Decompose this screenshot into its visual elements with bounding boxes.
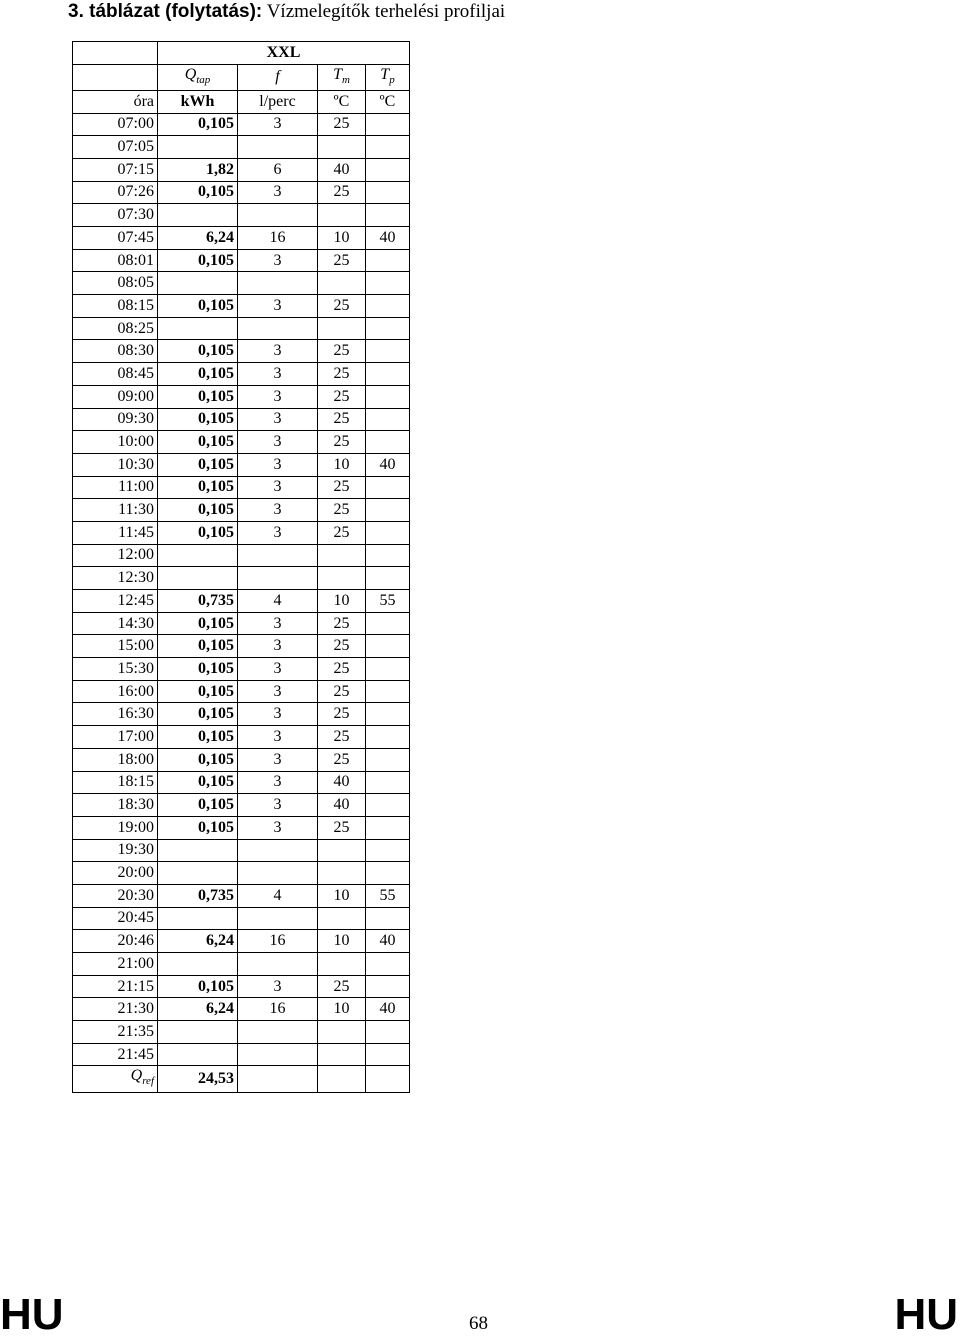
cell-t-p [366, 136, 410, 159]
cell-flow [238, 839, 318, 862]
cell-time: 11:45 [73, 521, 158, 544]
cell-time: 14:30 [73, 612, 158, 635]
cell-flow: 3 [238, 476, 318, 499]
table-row [73, 340, 410, 363]
cell-q-tap [158, 567, 238, 590]
cell-t-p [366, 680, 410, 703]
table-row [73, 204, 410, 227]
cell-t-p [366, 703, 410, 726]
cell-q-tap: 0,105 [158, 385, 238, 408]
cell-q-tap [158, 204, 238, 227]
table-row [73, 476, 410, 499]
cell-q-tap [158, 839, 238, 862]
cell-flow [238, 317, 318, 340]
cell-t-p [366, 612, 410, 635]
cell-time: 12:30 [73, 567, 158, 590]
cell-flow: 3 [238, 726, 318, 749]
cell-t-m: 25 [318, 385, 366, 408]
cell-time: 07:00 [73, 113, 158, 136]
total-value: 24,53 [158, 1066, 238, 1092]
table-row [73, 680, 410, 703]
cell-t-m: 25 [318, 658, 366, 681]
cell-flow: 3 [238, 680, 318, 703]
cell-time: 17:00 [73, 726, 158, 749]
cell-flow: 4 [238, 590, 318, 613]
symbol-empty-cell [73, 64, 158, 90]
cell-q-tap: 0,105 [158, 181, 238, 204]
cell-time: 08:45 [73, 363, 158, 386]
cell-t-p [366, 567, 410, 590]
unit-f: l/perc [238, 90, 318, 113]
cell-flow [238, 907, 318, 930]
cell-t-m: 40 [318, 794, 366, 817]
total-empty-cell [318, 1066, 366, 1092]
total-empty-cell [366, 1066, 410, 1092]
unit-header-row [73, 90, 410, 113]
group-header-row [73, 42, 410, 65]
cell-flow: 3 [238, 635, 318, 658]
cell-t-m: 25 [318, 748, 366, 771]
cell-q-tap: 6,24 [158, 930, 238, 953]
cell-flow: 3 [238, 499, 318, 522]
cell-t-p [366, 521, 410, 544]
symbol-f: f [238, 64, 318, 90]
cell-t-p [366, 158, 410, 181]
symbol-t-p: $T_p$ [366, 64, 410, 90]
total-empty-cell [238, 1066, 318, 1092]
cell-t-p [366, 295, 410, 318]
table-row [73, 113, 410, 136]
table-row [73, 249, 410, 272]
cell-t-p [366, 1043, 410, 1066]
cell-t-p [366, 748, 410, 771]
cell-t-m [318, 839, 366, 862]
cell-time: 18:00 [73, 748, 158, 771]
cell-q-tap: 0,105 [158, 635, 238, 658]
table-row [73, 408, 410, 431]
cell-time: 18:15 [73, 771, 158, 794]
cell-t-m: 10 [318, 998, 366, 1021]
cell-t-m [318, 907, 366, 930]
header-empty-cell [73, 42, 158, 65]
cell-flow: 3 [238, 249, 318, 272]
cell-t-p [366, 113, 410, 136]
table-row [73, 272, 410, 295]
cell-t-p [366, 726, 410, 749]
cell-flow: 3 [238, 748, 318, 771]
cell-q-tap [158, 544, 238, 567]
cell-t-m: 25 [318, 295, 366, 318]
cell-t-m [318, 953, 366, 976]
cell-time: 08:30 [73, 340, 158, 363]
cell-flow [238, 862, 318, 885]
table-row [73, 499, 410, 522]
cell-t-p [366, 431, 410, 454]
cell-t-p [366, 204, 410, 227]
table-row [73, 136, 410, 159]
cell-t-m [318, 567, 366, 590]
cell-t-m: 10 [318, 227, 366, 250]
cell-q-tap: 0,105 [158, 295, 238, 318]
table-row [73, 930, 410, 953]
cell-t-m [318, 862, 366, 885]
table-row [73, 431, 410, 454]
cell-flow: 16 [238, 227, 318, 250]
cell-t-m [318, 272, 366, 295]
cell-q-tap: 0,105 [158, 453, 238, 476]
cell-t-m: 25 [318, 363, 366, 386]
cell-flow: 3 [238, 113, 318, 136]
cell-q-tap: 1,82 [158, 158, 238, 181]
cell-time: 15:30 [73, 658, 158, 681]
cell-time: 08:01 [73, 249, 158, 272]
table-row [73, 907, 410, 930]
load-profile-table [72, 41, 410, 1093]
cell-flow [238, 204, 318, 227]
cell-q-tap [158, 136, 238, 159]
cell-flow: 3 [238, 408, 318, 431]
cell-time: 09:30 [73, 408, 158, 431]
page-number: 68 [469, 1313, 488, 1334]
table-row [73, 453, 410, 476]
table-row [73, 726, 410, 749]
cell-t-p [366, 658, 410, 681]
table-row [73, 295, 410, 318]
cell-t-m: 25 [318, 816, 366, 839]
cell-t-p [366, 181, 410, 204]
cell-t-m [318, 1021, 366, 1044]
table-row [73, 590, 410, 613]
cell-time: 15:00 [73, 635, 158, 658]
group-header-xxl: XXL [158, 42, 410, 65]
cell-flow [238, 136, 318, 159]
table-row [73, 1021, 410, 1044]
cell-flow: 3 [238, 363, 318, 386]
cell-flow: 6 [238, 158, 318, 181]
cell-t-p: 40 [366, 227, 410, 250]
cell-flow: 3 [238, 794, 318, 817]
cell-flow: 3 [238, 771, 318, 794]
cell-q-tap: 0,105 [158, 521, 238, 544]
cell-t-p [366, 1021, 410, 1044]
cell-t-p [366, 816, 410, 839]
cell-time: 07:26 [73, 181, 158, 204]
cell-time: 21:30 [73, 998, 158, 1021]
cell-q-tap: 0,105 [158, 476, 238, 499]
cell-q-tap: 0,735 [158, 884, 238, 907]
total-label: $Q_{ref}$ [73, 1066, 158, 1092]
cell-t-p: 55 [366, 884, 410, 907]
table-row [73, 1043, 410, 1066]
total-row [73, 1066, 410, 1092]
cell-q-tap: 0,735 [158, 590, 238, 613]
cell-time: 19:30 [73, 839, 158, 862]
cell-t-p: 55 [366, 590, 410, 613]
table-row [73, 181, 410, 204]
table-row [73, 658, 410, 681]
table-row [73, 544, 410, 567]
cell-flow [238, 567, 318, 590]
cell-t-p [366, 862, 410, 885]
cell-flow [238, 953, 318, 976]
cell-t-p [366, 476, 410, 499]
cell-time: 16:30 [73, 703, 158, 726]
cell-t-m: 25 [318, 113, 366, 136]
cell-t-p [366, 975, 410, 998]
cell-t-p [366, 771, 410, 794]
cell-time: 08:15 [73, 295, 158, 318]
table-row [73, 884, 410, 907]
table-row [73, 385, 410, 408]
cell-time: 20:30 [73, 884, 158, 907]
cell-q-tap: 0,105 [158, 113, 238, 136]
cell-t-p [366, 272, 410, 295]
table-row [73, 612, 410, 635]
table-row [73, 703, 410, 726]
cell-t-m: 25 [318, 703, 366, 726]
cell-time: 07:05 [73, 136, 158, 159]
table-row [73, 158, 410, 181]
cell-t-m: 40 [318, 158, 366, 181]
table-row [73, 227, 410, 250]
footer-country-code-left: HU [0, 1290, 64, 1339]
cell-time: 21:15 [73, 975, 158, 998]
cell-t-m: 25 [318, 431, 366, 454]
cell-t-m: 10 [318, 590, 366, 613]
cell-t-m [318, 136, 366, 159]
cell-t-p [366, 317, 410, 340]
cell-flow: 16 [238, 998, 318, 1021]
table-row [73, 635, 410, 658]
cell-t-m: 25 [318, 521, 366, 544]
cell-time: 11:00 [73, 476, 158, 499]
table-row [73, 748, 410, 771]
cell-t-m: 40 [318, 771, 366, 794]
cell-q-tap: 0,105 [158, 771, 238, 794]
cell-t-p [366, 544, 410, 567]
cell-q-tap: 0,105 [158, 431, 238, 454]
unit-q: kWh [158, 90, 238, 113]
cell-t-m: 25 [318, 635, 366, 658]
table-row [73, 794, 410, 817]
cell-t-m [318, 544, 366, 567]
table-row [73, 567, 410, 590]
cell-t-m: 25 [318, 726, 366, 749]
cell-q-tap: 0,105 [158, 363, 238, 386]
cell-time: 09:00 [73, 385, 158, 408]
cell-flow: 3 [238, 181, 318, 204]
cell-t-m [318, 1043, 366, 1066]
table-row [73, 317, 410, 340]
cell-t-p: 40 [366, 930, 410, 953]
cell-q-tap: 0,105 [158, 748, 238, 771]
cell-q-tap [158, 272, 238, 295]
cell-q-tap: 0,105 [158, 680, 238, 703]
cell-time: 20:46 [73, 930, 158, 953]
cell-q-tap: 6,24 [158, 227, 238, 250]
cell-flow: 3 [238, 385, 318, 408]
cell-q-tap: 0,105 [158, 975, 238, 998]
cell-t-p [366, 907, 410, 930]
cell-t-m: 25 [318, 612, 366, 635]
table-row [73, 998, 410, 1021]
cell-t-m: 25 [318, 249, 366, 272]
cell-t-m: 25 [318, 476, 366, 499]
unit-tp: ºC [366, 90, 410, 113]
unit-tm: ºC [318, 90, 366, 113]
symbol-t-m: $T_m$ [318, 64, 366, 90]
caption-lead: 3. táblázat (folytatás): [68, 1, 263, 22]
cell-flow [238, 272, 318, 295]
cell-q-tap: 0,105 [158, 249, 238, 272]
cell-t-p [366, 839, 410, 862]
cell-time: 10:00 [73, 431, 158, 454]
table-row [73, 953, 410, 976]
cell-t-m: 25 [318, 340, 366, 363]
cell-t-m: 25 [318, 680, 366, 703]
cell-flow [238, 1021, 318, 1044]
cell-q-tap [158, 953, 238, 976]
cell-flow: 3 [238, 295, 318, 318]
cell-flow: 4 [238, 884, 318, 907]
cell-q-tap [158, 862, 238, 885]
cell-t-m: 10 [318, 453, 366, 476]
cell-t-p: 40 [366, 998, 410, 1021]
caption-text: Vízmelegítők terhelési profiljai [266, 1, 506, 22]
cell-t-p [366, 499, 410, 522]
cell-t-m: 25 [318, 408, 366, 431]
footer-country-code-right: HU [894, 1290, 958, 1339]
cell-q-tap: 0,105 [158, 612, 238, 635]
cell-time: 12:00 [73, 544, 158, 567]
cell-t-p [366, 635, 410, 658]
cell-q-tap [158, 317, 238, 340]
cell-q-tap: 0,105 [158, 726, 238, 749]
symbol-header-row [73, 64, 410, 90]
cell-time: 21:00 [73, 953, 158, 976]
cell-time: 07:30 [73, 204, 158, 227]
cell-time: 20:00 [73, 862, 158, 885]
cell-t-m: 25 [318, 181, 366, 204]
cell-q-tap: 0,105 [158, 816, 238, 839]
cell-t-p [366, 953, 410, 976]
cell-flow: 3 [238, 340, 318, 363]
cell-t-m [318, 317, 366, 340]
cell-time: 07:45 [73, 227, 158, 250]
cell-time: 12:45 [73, 590, 158, 613]
cell-t-p [366, 363, 410, 386]
cell-time: 11:30 [73, 499, 158, 522]
table-row [73, 363, 410, 386]
cell-q-tap: 0,105 [158, 703, 238, 726]
cell-flow: 3 [238, 703, 318, 726]
table-body [73, 42, 410, 1093]
cell-q-tap [158, 1021, 238, 1044]
cell-t-p [366, 340, 410, 363]
cell-time: 07:15 [73, 158, 158, 181]
cell-flow: 3 [238, 521, 318, 544]
cell-flow: 3 [238, 431, 318, 454]
cell-flow [238, 1043, 318, 1066]
cell-flow: 3 [238, 612, 318, 635]
cell-flow: 3 [238, 816, 318, 839]
cell-flow: 3 [238, 658, 318, 681]
cell-q-tap: 6,24 [158, 998, 238, 1021]
table-row [73, 521, 410, 544]
cell-time: 16:00 [73, 680, 158, 703]
cell-time: 10:30 [73, 453, 158, 476]
cell-t-p: 40 [366, 453, 410, 476]
cell-t-m: 25 [318, 975, 366, 998]
cell-q-tap: 0,105 [158, 408, 238, 431]
cell-flow: 3 [238, 453, 318, 476]
symbol-q-tap: $Q_{tap}$ [158, 64, 238, 90]
cell-time: 08:05 [73, 272, 158, 295]
cell-t-m: 10 [318, 884, 366, 907]
cell-t-p [366, 794, 410, 817]
cell-q-tap: 0,105 [158, 340, 238, 363]
cell-time: 20:45 [73, 907, 158, 930]
cell-flow: 3 [238, 975, 318, 998]
cell-q-tap: 0,105 [158, 794, 238, 817]
cell-time: 21:45 [73, 1043, 158, 1066]
cell-time: 08:25 [73, 317, 158, 340]
cell-flow [238, 544, 318, 567]
cell-t-m: 10 [318, 930, 366, 953]
cell-q-tap [158, 1043, 238, 1066]
cell-q-tap: 0,105 [158, 658, 238, 681]
cell-t-m [318, 204, 366, 227]
table-row [73, 816, 410, 839]
table-caption [68, 0, 505, 24]
cell-q-tap [158, 907, 238, 930]
cell-time: 18:30 [73, 794, 158, 817]
table-row [73, 771, 410, 794]
cell-time: 21:35 [73, 1021, 158, 1044]
cell-t-p [366, 249, 410, 272]
cell-t-p [366, 408, 410, 431]
cell-time: 19:00 [73, 816, 158, 839]
cell-t-p [366, 385, 410, 408]
cell-flow: 16 [238, 930, 318, 953]
cell-t-m: 25 [318, 499, 366, 522]
cell-q-tap: 0,105 [158, 499, 238, 522]
unit-time: óra [73, 90, 158, 113]
table-row [73, 862, 410, 885]
table-row [73, 975, 410, 998]
table-row [73, 839, 410, 862]
